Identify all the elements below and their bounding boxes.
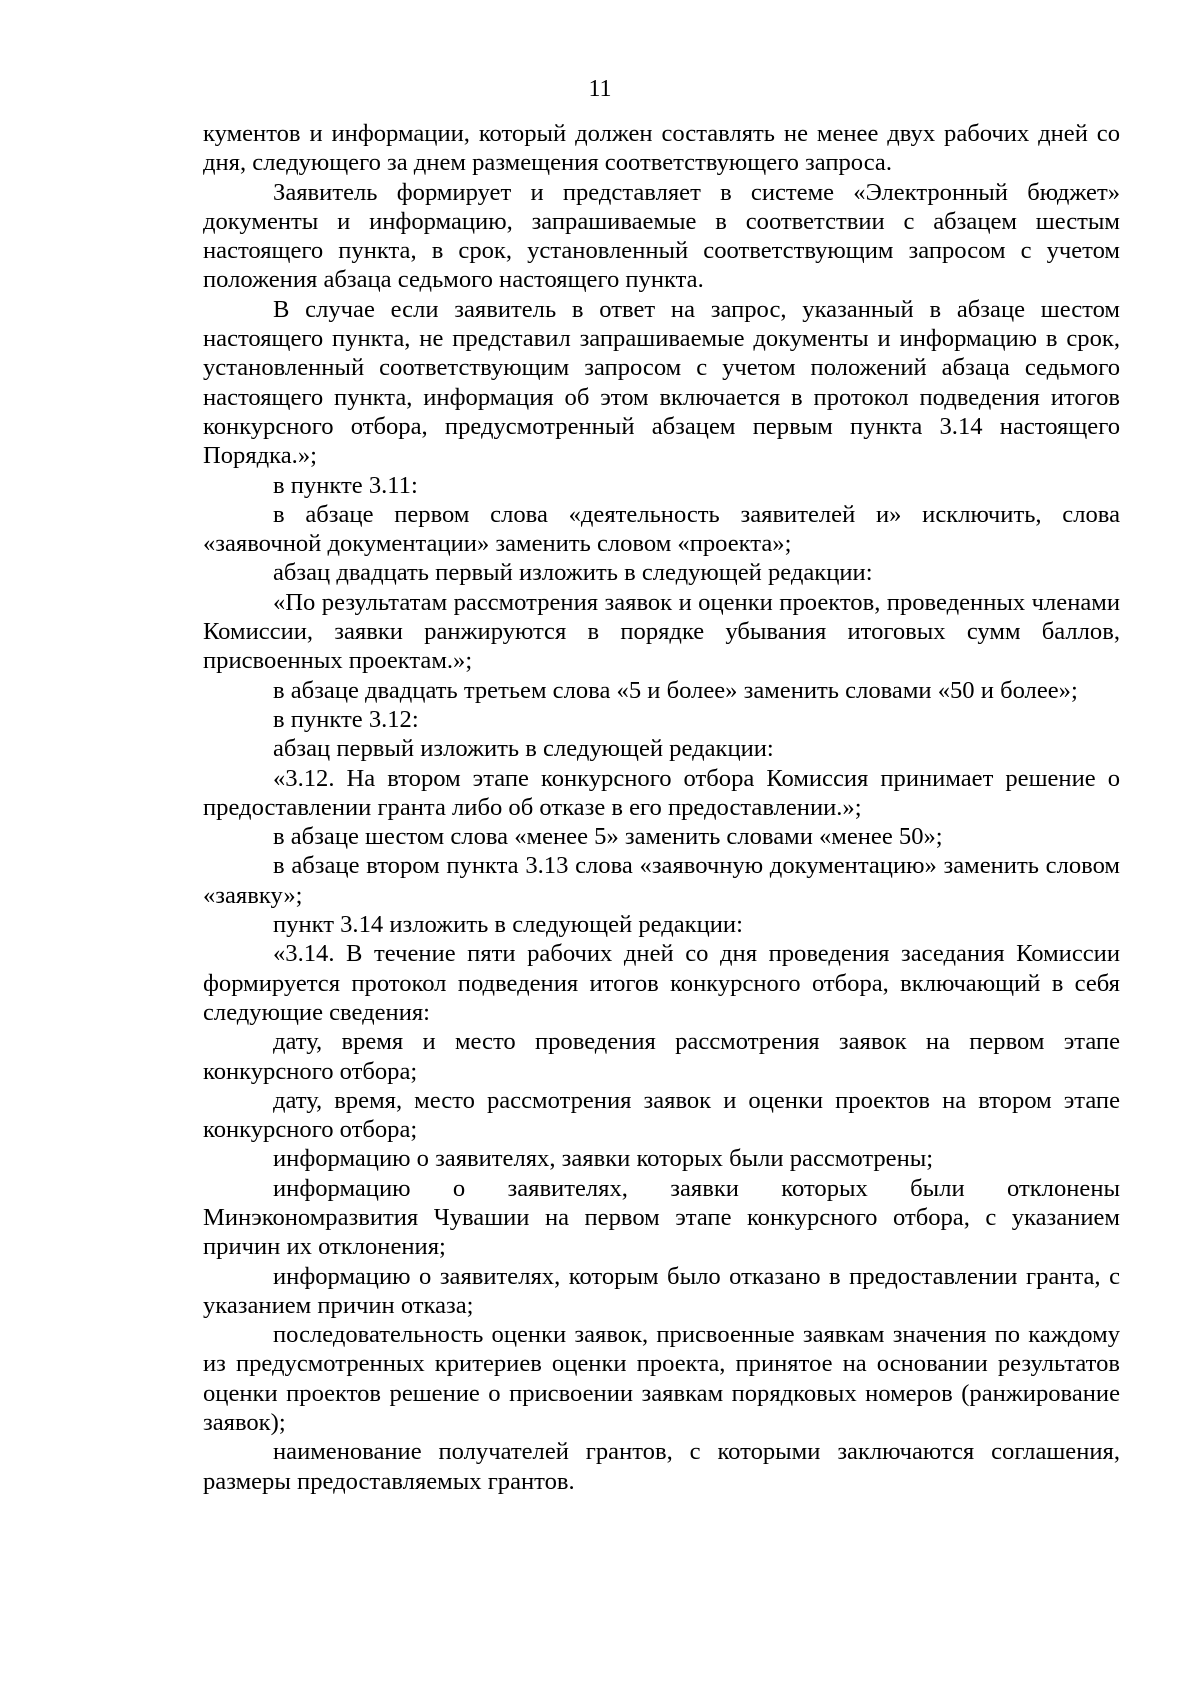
- paragraph: Заявитель формирует и представляет в системе «Электронный бюджет» документы и информацию, запрашиваемые в соответствии с абзацем шестым настоящего пункта, в срок, установленный соответствующим запросом с учетом положения абзаца седьмого настоящего пункта.: [203, 178, 1120, 294]
- paragraph: абзац двадцать первый изложить в следующей редакции:: [273, 559, 873, 587]
- paragraph: в абзаце шестом слова «менее 5» заменить словами «менее 50»;: [273, 823, 943, 851]
- document-body: [203, 119, 1120, 1496]
- paragraph: «По результатам рассмотрения заявок и оценки проектов, проведенных членами Комиссии, заявки ранжируются в порядке убывания итоговых сумм баллов, присвоенных проектам.»;: [203, 588, 1120, 675]
- paragraph: в абзаце двадцать третьем слова «5 и более» заменить словами «50 и более»;: [273, 676, 1078, 704]
- paragraph: информацию о заявителях, заявки которых были отклонены Минэкономразвития Чувашии на первом этапе конкурсного отбора, с указанием причин их отклонения;: [203, 1174, 1120, 1261]
- paragraph: кументов и информации, который должен составлять не менее двух рабочих дней со дня, следующего за днем размещения соответствующего запроса.: [203, 120, 1120, 177]
- paragraph: В случае если заявитель в ответ на запрос, указанный в абзаце шестом настоящего пункта, не представил запрашиваемые документы и информацию в срок, установленный соответствующим запросом с учетом положений абзаца седьмого настоящего пункта, информация об этом включается в протокол подведения итогов конкурсного отбора, предусмотренный абзацем первым пункта 3.14 настоящего Порядка.»;: [203, 295, 1120, 470]
- paragraph: наименование получателей грантов, с которыми заключаются соглашения, размеры предоставляемых грантов.: [203, 1438, 1120, 1495]
- paragraph: пункт 3.14 изложить в следующей редакции:: [273, 911, 743, 939]
- paragraph: в пункте 3.11:: [273, 471, 418, 499]
- paragraph: дату, время, место рассмотрения заявок и оценки проектов на втором этапе конкурсного отбора;: [203, 1086, 1120, 1144]
- paragraph: последовательность оценки заявок, присвоенные заявкам значения по каждому из предусмотренных критериев оценки проекта, принятое на основании результатов оценки проектов решение о присвоении заявкам порядковых номеров (ранжирование заявок);: [203, 1321, 1120, 1437]
- page-number: 11: [588, 76, 612, 102]
- paragraph: абзац первый изложить в следующей редакции:: [273, 735, 774, 763]
- paragraph: «3.12. На втором этапе конкурсного отбора Комиссия принимает решение о предоставлении гранта либо об отказе в его предоставлении.»;: [203, 764, 1120, 821]
- paragraph: в абзаце втором пункта 3.13 слова «заявочную документацию» заменить словом «заявку»;: [203, 852, 1120, 909]
- paragraph: «3.14. В течение пяти рабочих дней со дня проведения заседания Комиссии формируется протокол подведения итогов конкурсного отбора, включающий в себя следующие сведения:: [203, 940, 1120, 1026]
- paragraph: в абзаце первом слова «деятельность заявителей и» исключить, слова «заявочной документации» заменить словом «проекта»;: [203, 500, 1120, 558]
- paragraph: в пункте 3.12:: [273, 705, 419, 733]
- paragraph: информацию о заявителях, которым было отказано в предоставлении гранта, с указанием причин отказа;: [203, 1262, 1120, 1319]
- paragraph: дату, время и место проведения рассмотрения заявок на первом этапе конкурсного отбора;: [203, 1028, 1120, 1085]
- paragraph: информацию о заявителях, заявки которых были рассмотрены;: [273, 1145, 934, 1173]
